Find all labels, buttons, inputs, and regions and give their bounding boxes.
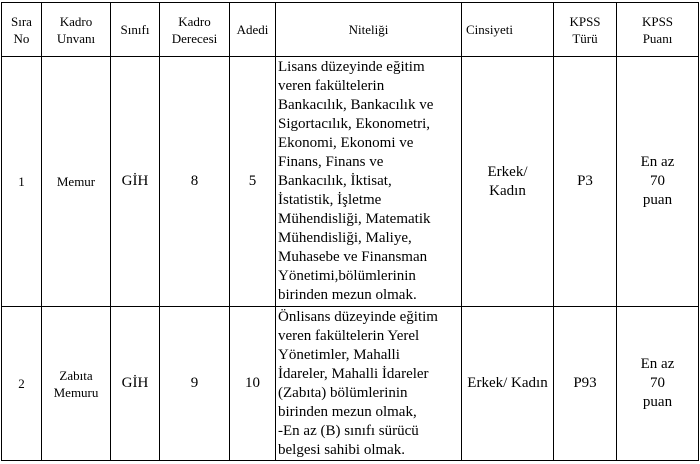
- header-kadro-derecesi: Kadro Derecesi: [160, 3, 230, 57]
- cell-cinsiyeti: Erkek/ Kadın: [462, 307, 554, 461]
- header-kadro-unvani: Kadro Unvanı: [42, 3, 111, 57]
- cell-sira-no: 2: [2, 307, 42, 461]
- cell-kadro-unvani: Memur: [42, 57, 111, 307]
- header-sinifi: Sınıfı: [111, 3, 160, 57]
- header-adedi: Adedi: [230, 3, 276, 57]
- cell-kpss-turu: P3: [554, 57, 617, 307]
- header-row: [2, 3, 699, 57]
- cell-kadro-unvani: Zabıta Memuru: [42, 307, 111, 461]
- cell-kpss-puani: En az 70 puan: [617, 307, 699, 461]
- cell-kadro-derecesi: 8: [160, 57, 230, 307]
- table-row: [2, 307, 699, 461]
- header-cinsiyeti: Cinsiyeti: [462, 3, 554, 57]
- header-niteligi: Niteliği: [276, 3, 462, 57]
- cell-cinsiyeti: Erkek/ Kadın: [462, 57, 554, 307]
- cell-sira-no: 1: [2, 57, 42, 307]
- cell-niteligi: Önlisans düzeyinde eğitim veren fakültelerin Yerel Yönetimler, Mahalli İdareler, Mahalli İdareler (Zabıta) bölümlerinin birinden mezun olmak, -En az (B) sınıfı sürücü belgesi sahibi olmak.: [276, 307, 462, 461]
- header-sira-no: Sıra No: [2, 3, 42, 57]
- cell-kpss-puani: En az 70 puan: [617, 57, 699, 307]
- cell-niteligi: Lisans düzeyinde eğitim veren fakültelerin Bankacılık, Bankacılık ve Sigortacılık, Ekonometri, Ekonomi, Ekonomi ve Finans, Finans ve Bankacılık, İktisat, İstatistik, İşletme Mühendisliği, Matematik Mühendisliği, Maliye, Muhasebe ve Finansman Yönetimi,bölümlerinin birinden mezun olmak.: [276, 57, 462, 307]
- table-row: [2, 57, 699, 307]
- cell-adedi: 5: [230, 57, 276, 307]
- cell-kadro-derecesi: 9: [160, 307, 230, 461]
- header-kpss-puani: KPSS Puanı: [617, 3, 699, 57]
- cell-sinifi: GİH: [111, 307, 160, 461]
- cell-kpss-turu: P93: [554, 307, 617, 461]
- header-kpss-turu: KPSS Türü: [554, 3, 617, 57]
- kadro-table: [1, 2, 699, 461]
- cell-sinifi: GİH: [111, 57, 160, 307]
- cell-adedi: 10: [230, 307, 276, 461]
